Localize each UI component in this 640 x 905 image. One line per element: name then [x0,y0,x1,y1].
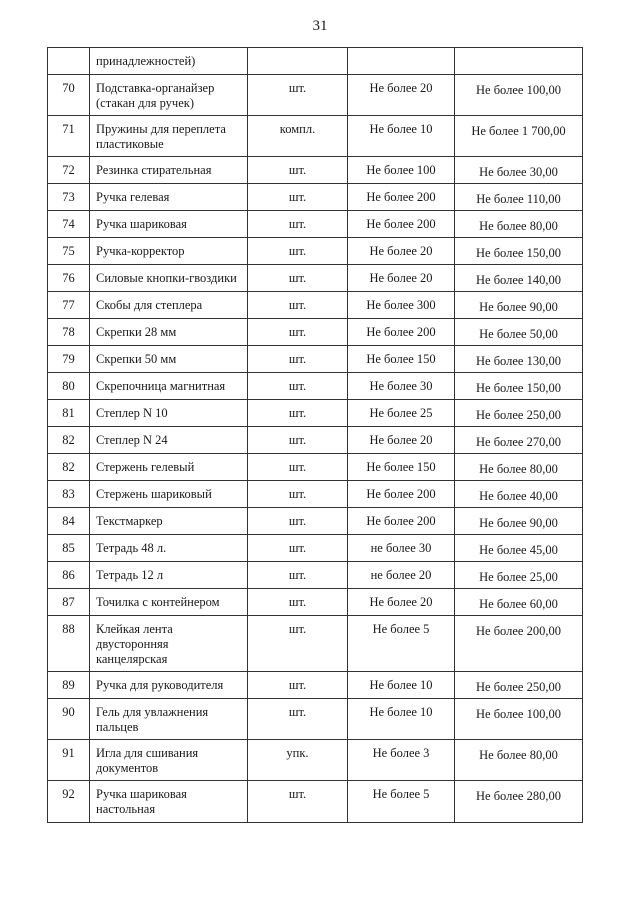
item-name: Тетрадь 12 л [90,562,248,589]
row-number: 82 [48,427,90,454]
item-name: Стержень гелевый [90,454,248,481]
unit-cell: шт. [248,238,348,265]
quantity-cell: не более 30 [348,535,455,562]
row-number: 87 [48,589,90,616]
goods-table [47,47,583,823]
table-row [48,589,583,616]
row-number: 92 [48,781,90,823]
table-row [48,319,583,346]
item-name: Стержень шариковый [90,481,248,508]
price-cell: Не более 140,00 [455,265,583,292]
row-number: 88 [48,616,90,672]
quantity-cell: Не более 10 [348,699,455,740]
table-row [48,211,583,238]
table-row [48,740,583,781]
item-name: Степлер N 10 [90,400,248,427]
table-row [48,616,583,672]
table-row [48,346,583,373]
item-name: Ручка шариковая настольная [90,781,248,823]
table-row [48,265,583,292]
quantity-cell: Не более 100 [348,157,455,184]
row-number: 81 [48,400,90,427]
quantity-cell: Не более 20 [348,427,455,454]
unit-cell: шт. [248,265,348,292]
table-row [48,116,583,157]
unit-cell: шт. [248,616,348,672]
price-cell: Не более 280,00 [455,781,583,823]
quantity-cell: Не более 10 [348,672,455,699]
price-cell: Не более 40,00 [455,481,583,508]
unit-cell: шт. [248,400,348,427]
row-number: 89 [48,672,90,699]
unit-cell: шт. [248,346,348,373]
item-name: Точилка с контейнером [90,589,248,616]
row-number: 82 [48,454,90,481]
unit-cell: шт. [248,781,348,823]
table-row [48,781,583,823]
item-name: Резинка стирательная [90,157,248,184]
row-number: 71 [48,116,90,157]
page-number: 31 [312,18,328,34]
row-number: 91 [48,740,90,781]
item-name: Пружины для переплета пластиковые [90,116,248,157]
price-cell: Не более 100,00 [455,75,583,116]
row-number: 84 [48,508,90,535]
price-cell [455,48,583,75]
price-cell: Не более 90,00 [455,508,583,535]
quantity-cell: Не более 200 [348,508,455,535]
price-cell: Не более 1 700,00 [455,116,583,157]
price-cell: Не более 80,00 [455,454,583,481]
quantity-cell: Не более 200 [348,319,455,346]
row-number: 76 [48,265,90,292]
quantity-cell: Не более 5 [348,616,455,672]
row-number: 79 [48,346,90,373]
table-row [48,454,583,481]
quantity-cell: Не более 150 [348,454,455,481]
table-row [48,535,583,562]
unit-cell: шт. [248,292,348,319]
table-row [48,48,583,75]
quantity-cell: Не более 200 [348,481,455,508]
item-name: Ручка шариковая [90,211,248,238]
row-number: 83 [48,481,90,508]
table-row [48,75,583,116]
item-name: Ручка для руководителя [90,672,248,699]
row-number: 70 [48,75,90,116]
unit-cell: шт. [248,157,348,184]
row-number: 77 [48,292,90,319]
price-cell: Не более 60,00 [455,589,583,616]
quantity-cell: Не более 200 [348,211,455,238]
unit-cell: шт. [248,427,348,454]
table-row [48,508,583,535]
unit-cell: шт. [248,75,348,116]
quantity-cell: Не более 200 [348,184,455,211]
price-cell: Не более 250,00 [455,672,583,699]
quantity-cell: Не более 25 [348,400,455,427]
item-name: Ручка-корректор [90,238,248,265]
row-number: 74 [48,211,90,238]
table-row [48,292,583,319]
item-name: Скрепки 50 мм [90,346,248,373]
item-name: Гель для увлажнения пальцев [90,699,248,740]
row-number: 86 [48,562,90,589]
price-cell: Не более 270,00 [455,427,583,454]
price-cell: Не более 25,00 [455,562,583,589]
quantity-cell: Не более 150 [348,346,455,373]
unit-cell: шт. [248,562,348,589]
unit-cell: шт. [248,211,348,238]
row-number: 75 [48,238,90,265]
price-cell: Не более 250,00 [455,400,583,427]
unit-cell: шт. [248,508,348,535]
unit-cell: упк. [248,740,348,781]
unit-cell: шт. [248,373,348,400]
unit-cell: шт. [248,535,348,562]
price-cell: Не более 80,00 [455,211,583,238]
price-cell: Не более 130,00 [455,346,583,373]
row-number: 80 [48,373,90,400]
quantity-cell: Не более 20 [348,238,455,265]
row-number [48,48,90,75]
quantity-cell: Не более 5 [348,781,455,823]
quantity-cell: Не более 20 [348,265,455,292]
table-row [48,699,583,740]
price-cell: Не более 200,00 [455,616,583,672]
row-number: 90 [48,699,90,740]
price-cell: Не более 150,00 [455,238,583,265]
quantity-cell: Не более 30 [348,373,455,400]
quantity-cell: Не более 3 [348,740,455,781]
price-cell: Не более 110,00 [455,184,583,211]
price-cell: Не более 150,00 [455,373,583,400]
item-name: Силовые кнопки-гвоздики [90,265,248,292]
item-name: Игла для сшивания документов [90,740,248,781]
unit-cell: шт. [248,319,348,346]
item-name: Скрепки 28 мм [90,319,248,346]
unit-cell: шт. [248,184,348,211]
table-row [48,238,583,265]
unit-cell: шт. [248,481,348,508]
row-number: 73 [48,184,90,211]
price-cell: Не более 50,00 [455,319,583,346]
price-cell: Не более 80,00 [455,740,583,781]
table-row [48,184,583,211]
unit-cell: шт. [248,672,348,699]
item-name: Клейкая лента двусторонняя канцелярская [90,616,248,672]
price-cell: Не более 30,00 [455,157,583,184]
row-number: 85 [48,535,90,562]
price-cell: Не более 100,00 [455,699,583,740]
table-row [48,481,583,508]
table-row [48,427,583,454]
row-number: 78 [48,319,90,346]
quantity-cell [348,48,455,75]
item-name: Тетрадь 48 л. [90,535,248,562]
quantity-cell: Не более 300 [348,292,455,319]
row-number: 72 [48,157,90,184]
price-cell: Не более 45,00 [455,535,583,562]
quantity-cell: Не более 20 [348,589,455,616]
item-name: Скобы для степлера [90,292,248,319]
table-row [48,562,583,589]
unit-cell: компл. [248,116,348,157]
unit-cell: шт. [248,454,348,481]
item-name: Подставка-органайзер (стакан для ручек) [90,75,248,116]
table-row [48,157,583,184]
item-name: принадлежностей) [90,48,248,75]
item-name: Текстмаркер [90,508,248,535]
table-row [48,373,583,400]
table-row [48,672,583,699]
item-name: Ручка гелевая [90,184,248,211]
price-cell: Не более 90,00 [455,292,583,319]
unit-cell: шт. [248,589,348,616]
unit-cell [248,48,348,75]
quantity-cell: не более 20 [348,562,455,589]
item-name: Степлер N 24 [90,427,248,454]
quantity-cell: Не более 10 [348,116,455,157]
unit-cell: шт. [248,699,348,740]
quantity-cell: Не более 20 [348,75,455,116]
item-name: Скрепочница магнитная [90,373,248,400]
table-row [48,400,583,427]
